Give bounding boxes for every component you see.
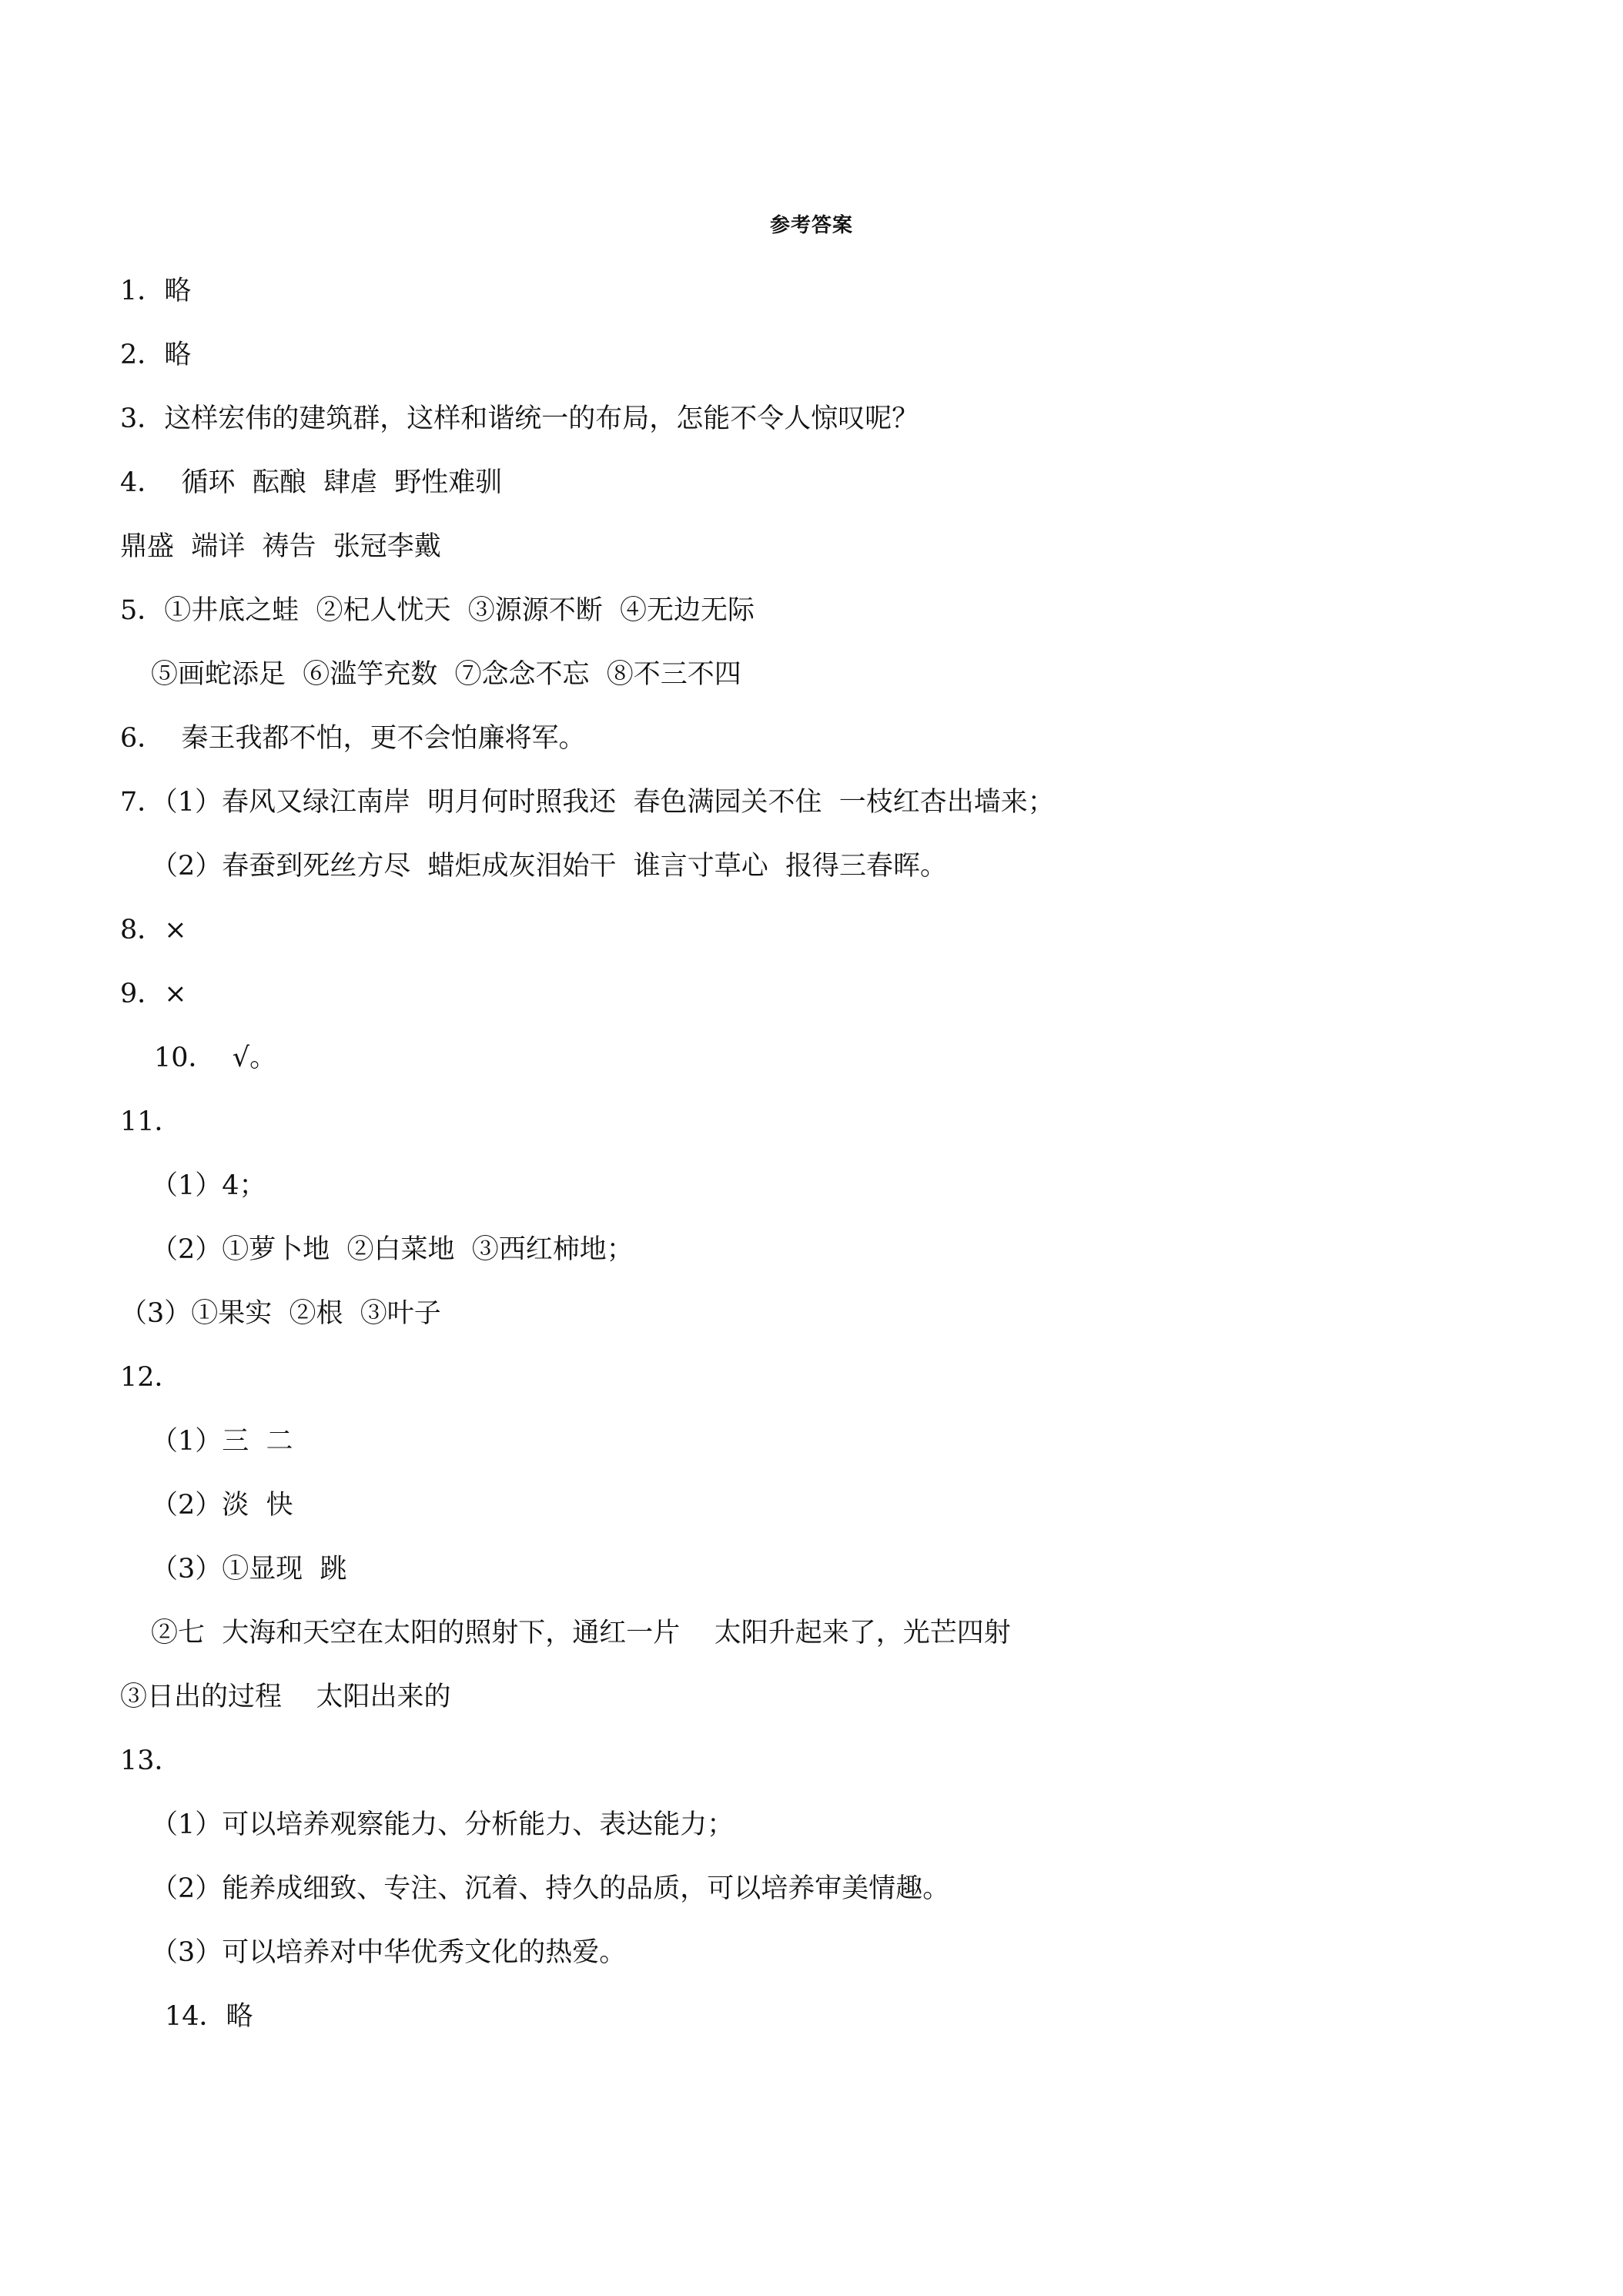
answer-line: （2）淡 快 [151, 1490, 293, 1521]
answer-line: 4． 循环 酝酿 肆虐 野性难驯 [120, 467, 503, 498]
answer-line: （3）①果实 ②根 ③叶子 [120, 1298, 441, 1329]
answer-line: （3）①显现 跳 [151, 1554, 347, 1585]
answer-line: 鼎盛 端详 祷告 张冠李戴 [120, 531, 441, 562]
answer-line: 8．× [120, 915, 187, 946]
page-title: 参考答案 [769, 214, 853, 237]
answer-line: ⑤画蛇添足 ⑥滥竽充数 ⑦念念不忘 ⑧不三不四 [151, 659, 741, 690]
answer-line: 10． √。 [154, 1043, 277, 1073]
answer-line: 3．这样宏伟的建筑群，这样和谐统一的布局，怎能不令人惊叹呢？ [120, 403, 919, 434]
answer-line: ③日出的过程 太阳出来的 [120, 1682, 451, 1712]
answer-line: （3）可以培养对中华优秀文化的热爱。 [151, 1937, 627, 1968]
answer-line: 6． 秦王我都不怕，更不会怕廉将军。 [120, 723, 586, 754]
answer-line: 11． [120, 1106, 182, 1137]
answer-line: 14．略 [165, 2001, 253, 2032]
answer-line: 1．略 [120, 276, 192, 306]
answer-line: 7．（1）春风又绿江南岸 明月何时照我还 春色满园关不住 一枝红杏出墙来； [120, 787, 1055, 818]
answer-line: 13． [120, 1745, 182, 1776]
answer-line: 2．略 [120, 340, 192, 370]
answer-line: （2）春蚕到死丝方尽 蜡炬成灰泪始干 谁言寸草心 报得三春晖。 [151, 851, 948, 882]
answer-line: 12． [120, 1362, 182, 1393]
answer-line: （2）①萝卜地 ②白菜地 ③西红柿地； [151, 1234, 634, 1265]
answer-line: 9．× [120, 979, 187, 1009]
answer-line: （1）可以培养观察能力、分析能力、表达能力； [151, 1809, 735, 1840]
answer-line: （1）4； [151, 1170, 266, 1201]
answer-line: （1）三 二 [151, 1426, 293, 1457]
answer-line: （2）能养成细致、专注、沉着、持久的品质，可以培养审美情趣。 [151, 1873, 950, 1904]
answer-line: 5．①井底之蛙 ②杞人忧天 ③源源不断 ④无边无际 [120, 595, 755, 626]
answer-line: ②七 大海和天空在太阳的照射下，通红一片 太阳升起来了，光芒四射 [151, 1618, 1011, 1648]
